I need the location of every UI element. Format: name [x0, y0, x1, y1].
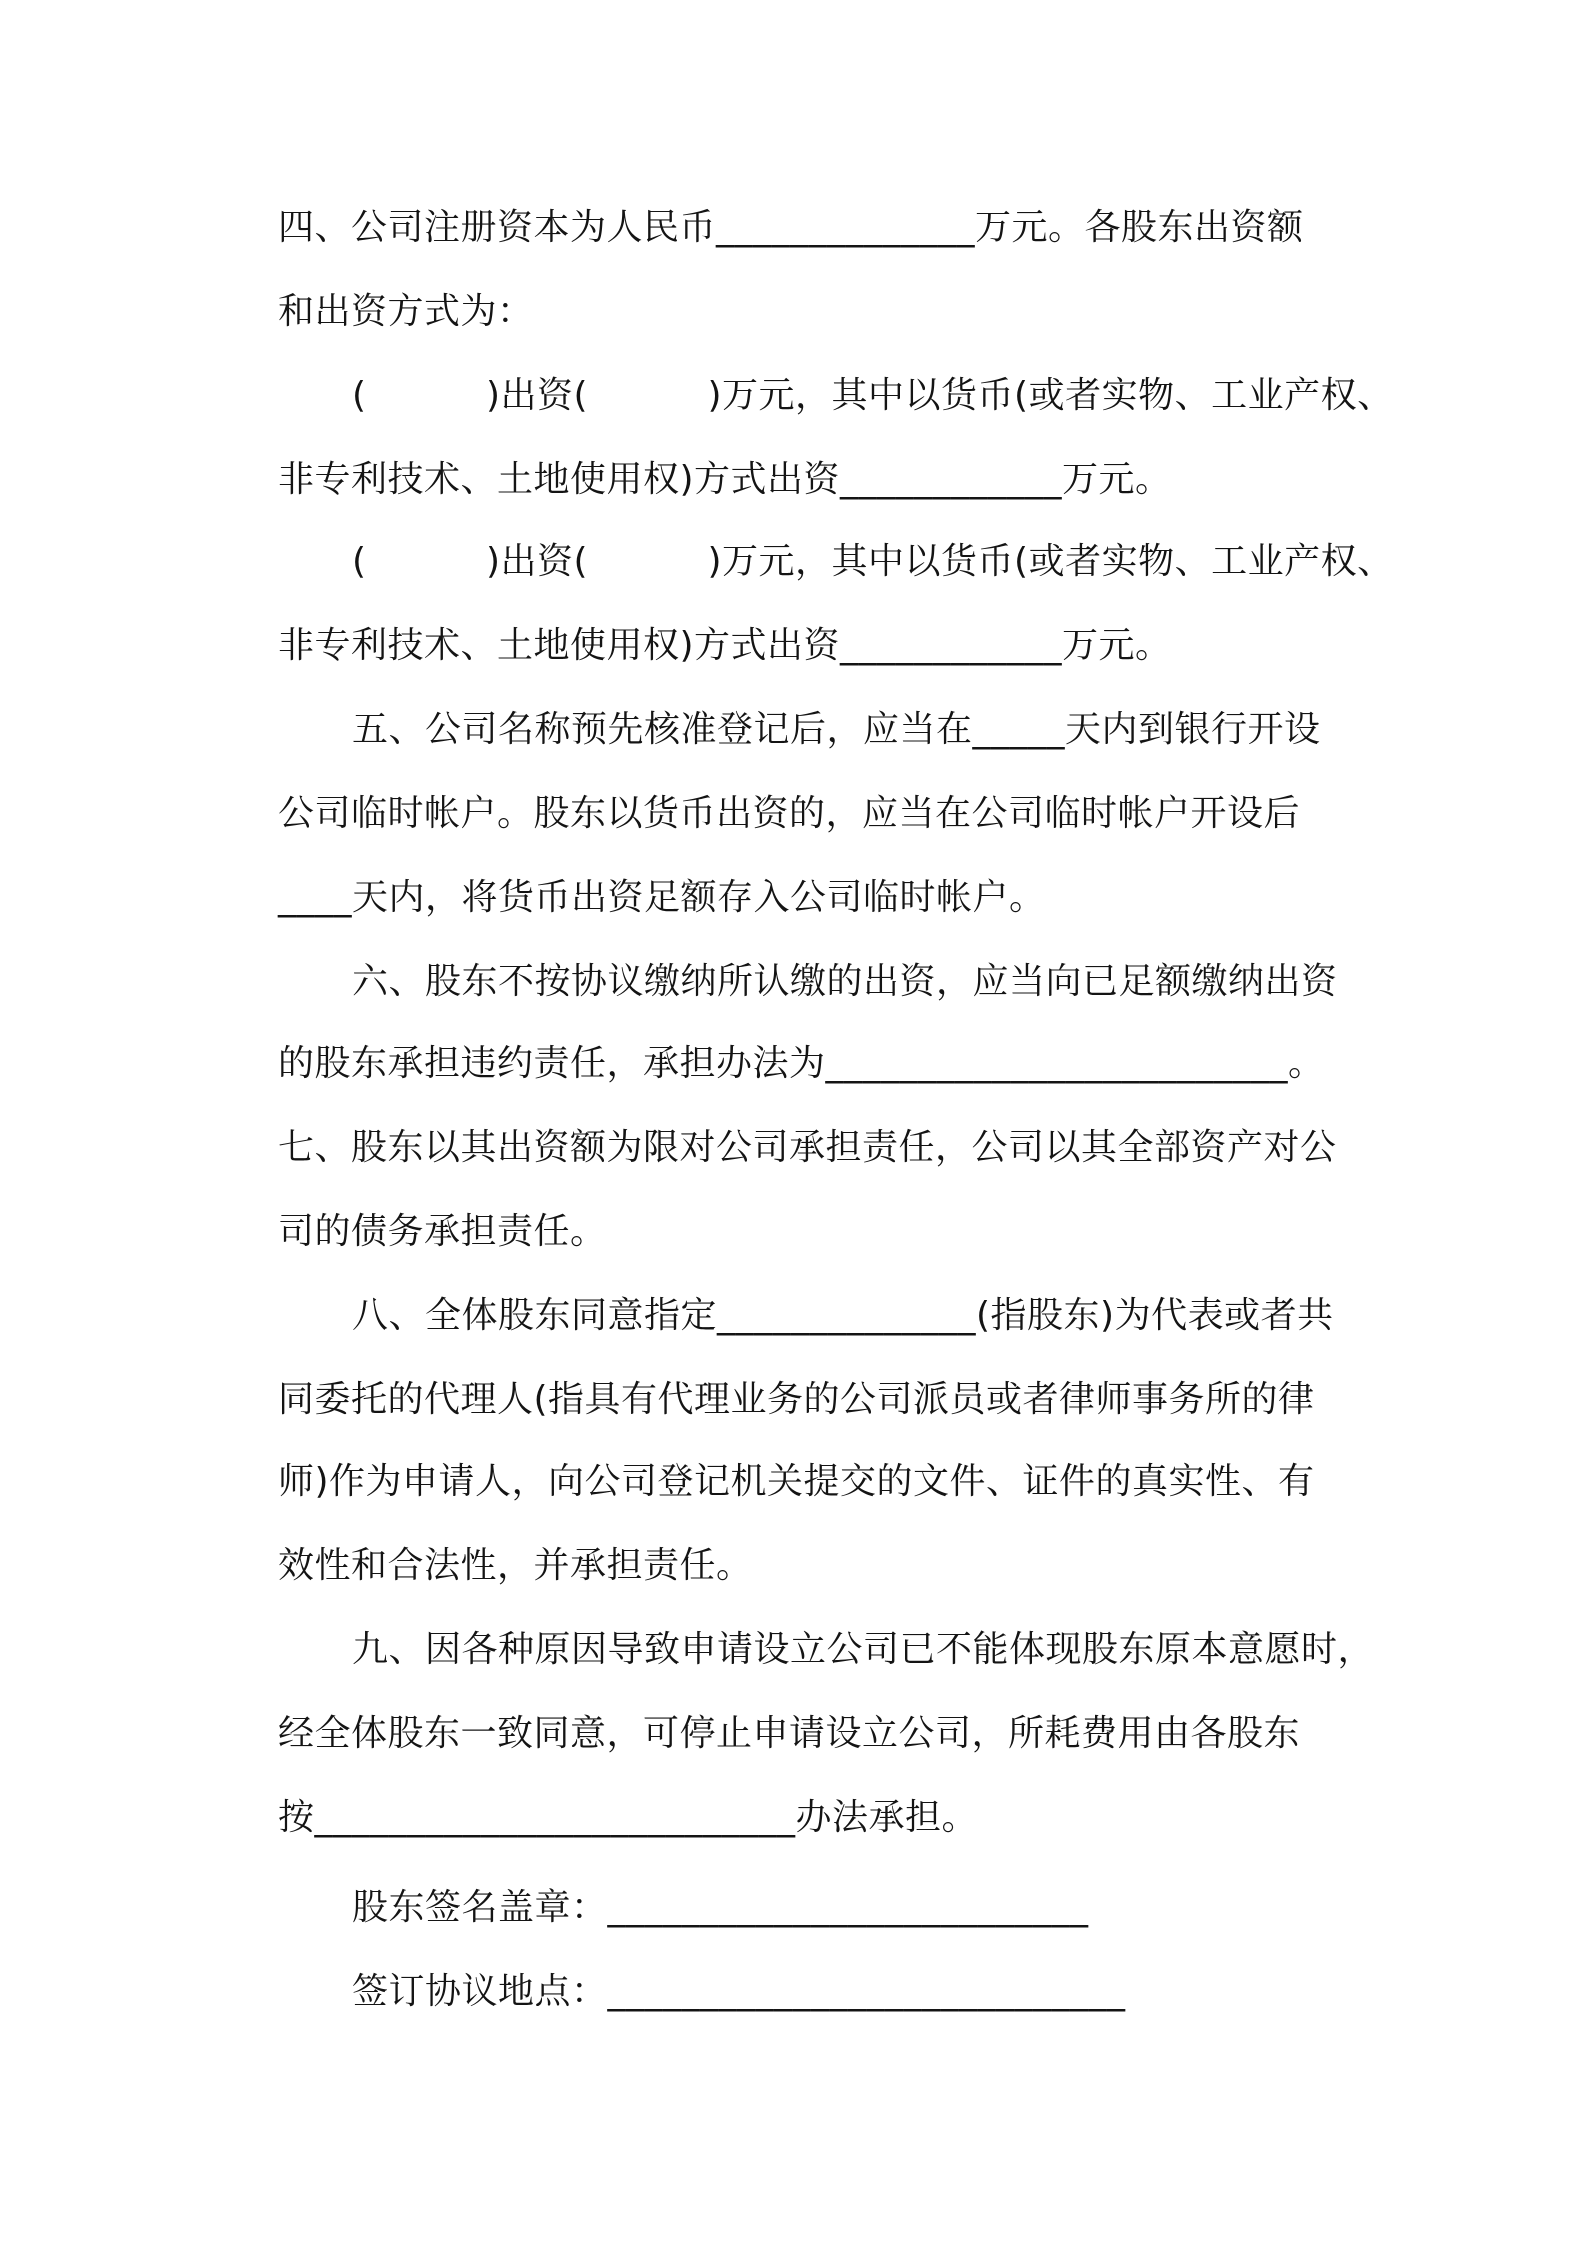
contribution-1-line-1: ( )出资( )万元，其中以货币(或者实物、工业产权、 — [352, 375, 1394, 416]
clause-9-line-3: 按__________________________办法承担。 — [278, 1797, 979, 1838]
clause-5-line-1: 五、公司名称预先核准登记后，应当在_____天内到银行开设 — [352, 709, 1321, 750]
contribution-1-line-2: 非专利技术、土地使用权)方式出资____________万元。 — [278, 459, 1172, 500]
clause-5-line-3: ____天内，将货币出资足额存入公司临时帐户。 — [278, 877, 1046, 918]
clause-8-line-1: 八、全体股东同意指定______________(指股东)为代表或者共 — [352, 1295, 1334, 1336]
clause-7-line-2: 司的债务承担责任。 — [278, 1211, 607, 1252]
clause-6-line-2: 的股东承担违约责任，承担办法为_________________________。 — [278, 1043, 1325, 1084]
clause-4-line-2: 和出资方式为： — [278, 291, 534, 332]
signing-place-line: 签订协议地点：____________________________ — [352, 1971, 1126, 2012]
clause-8-line-3: 师)作为申请人，向公司登记机关提交的文件、证件的真实性、有 — [278, 1461, 1315, 1502]
clause-5-line-2: 公司临时帐户。股东以货币出资的，应当在公司临时帐户开设后 — [278, 793, 1301, 834]
clause-4-line-1: 四、公司注册资本为人民币______________万元。各股东出资额 — [278, 207, 1304, 248]
clause-8-line-2: 同委托的代理人(指具有代理业务的公司派员或者律师事务所的律 — [278, 1379, 1315, 1420]
clause-6-line-1: 六、股东不按协议缴纳所认缴的出资，应当向已足额缴纳出资 — [352, 961, 1338, 1002]
clause-9-line-2: 经全体股东一致同意，可停止申请设立公司，所耗费用由各股东 — [278, 1713, 1301, 1754]
clause-8-line-4: 效性和合法性，并承担责任。 — [278, 1545, 753, 1586]
contribution-2-line-1: ( )出资( )万元，其中以货币(或者实物、工业产权、 — [352, 541, 1394, 582]
clause-7-line-1: 七、股东以其出资额为限对公司承担责任，公司以其全部资产对公 — [278, 1127, 1337, 1168]
clause-9-line-1: 九、因各种原因导致申请设立公司已不能体现股东原本意愿时， — [352, 1629, 1375, 1670]
contribution-2-line-2: 非专利技术、土地使用权)方式出资____________万元。 — [278, 625, 1172, 666]
signature-line: 股东签名盖章：__________________________ — [352, 1887, 1089, 1928]
